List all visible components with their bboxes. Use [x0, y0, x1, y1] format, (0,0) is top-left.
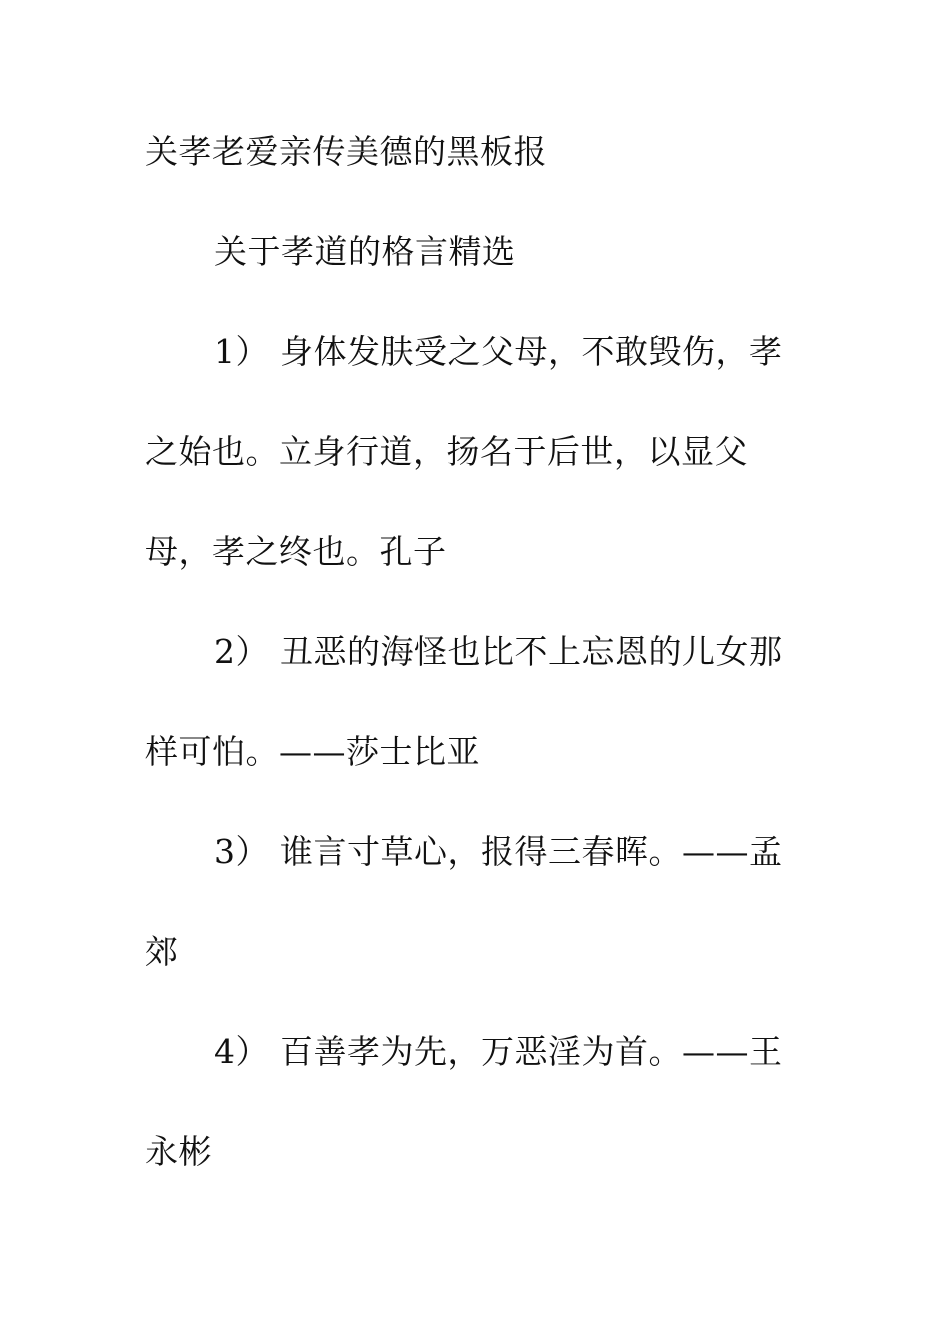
quote-3-line-2: 郊 [145, 932, 179, 971]
section-heading: 关于孝道的格言精选 [214, 232, 516, 271]
quote-4-line-2: 永彬 [145, 1132, 212, 1171]
quote-2-line-2: 样可怕。——莎士比亚 [145, 732, 480, 771]
quote-1-line-2: 之始也。立身行道，扬名于后世，以显父 [145, 432, 748, 471]
document-title: 关孝老爱亲传美德的黑板报 [145, 132, 547, 171]
quote-3-line-1: 3） 谁言寸草心，报得三春晖。——孟 [214, 832, 783, 871]
quote-4-line-1: 4） 百善孝为先，万恶淫为首。——王 [214, 1032, 783, 1071]
quote-2-line-1: 2） 丑恶的海怪也比不上忘恩的儿女那 [214, 632, 783, 671]
quote-1-line-3: 母，孝之终也。孔子 [145, 532, 447, 571]
quote-1-line-1: 1） 身体发肤受之父母，不敢毁伤，孝 [214, 332, 783, 371]
